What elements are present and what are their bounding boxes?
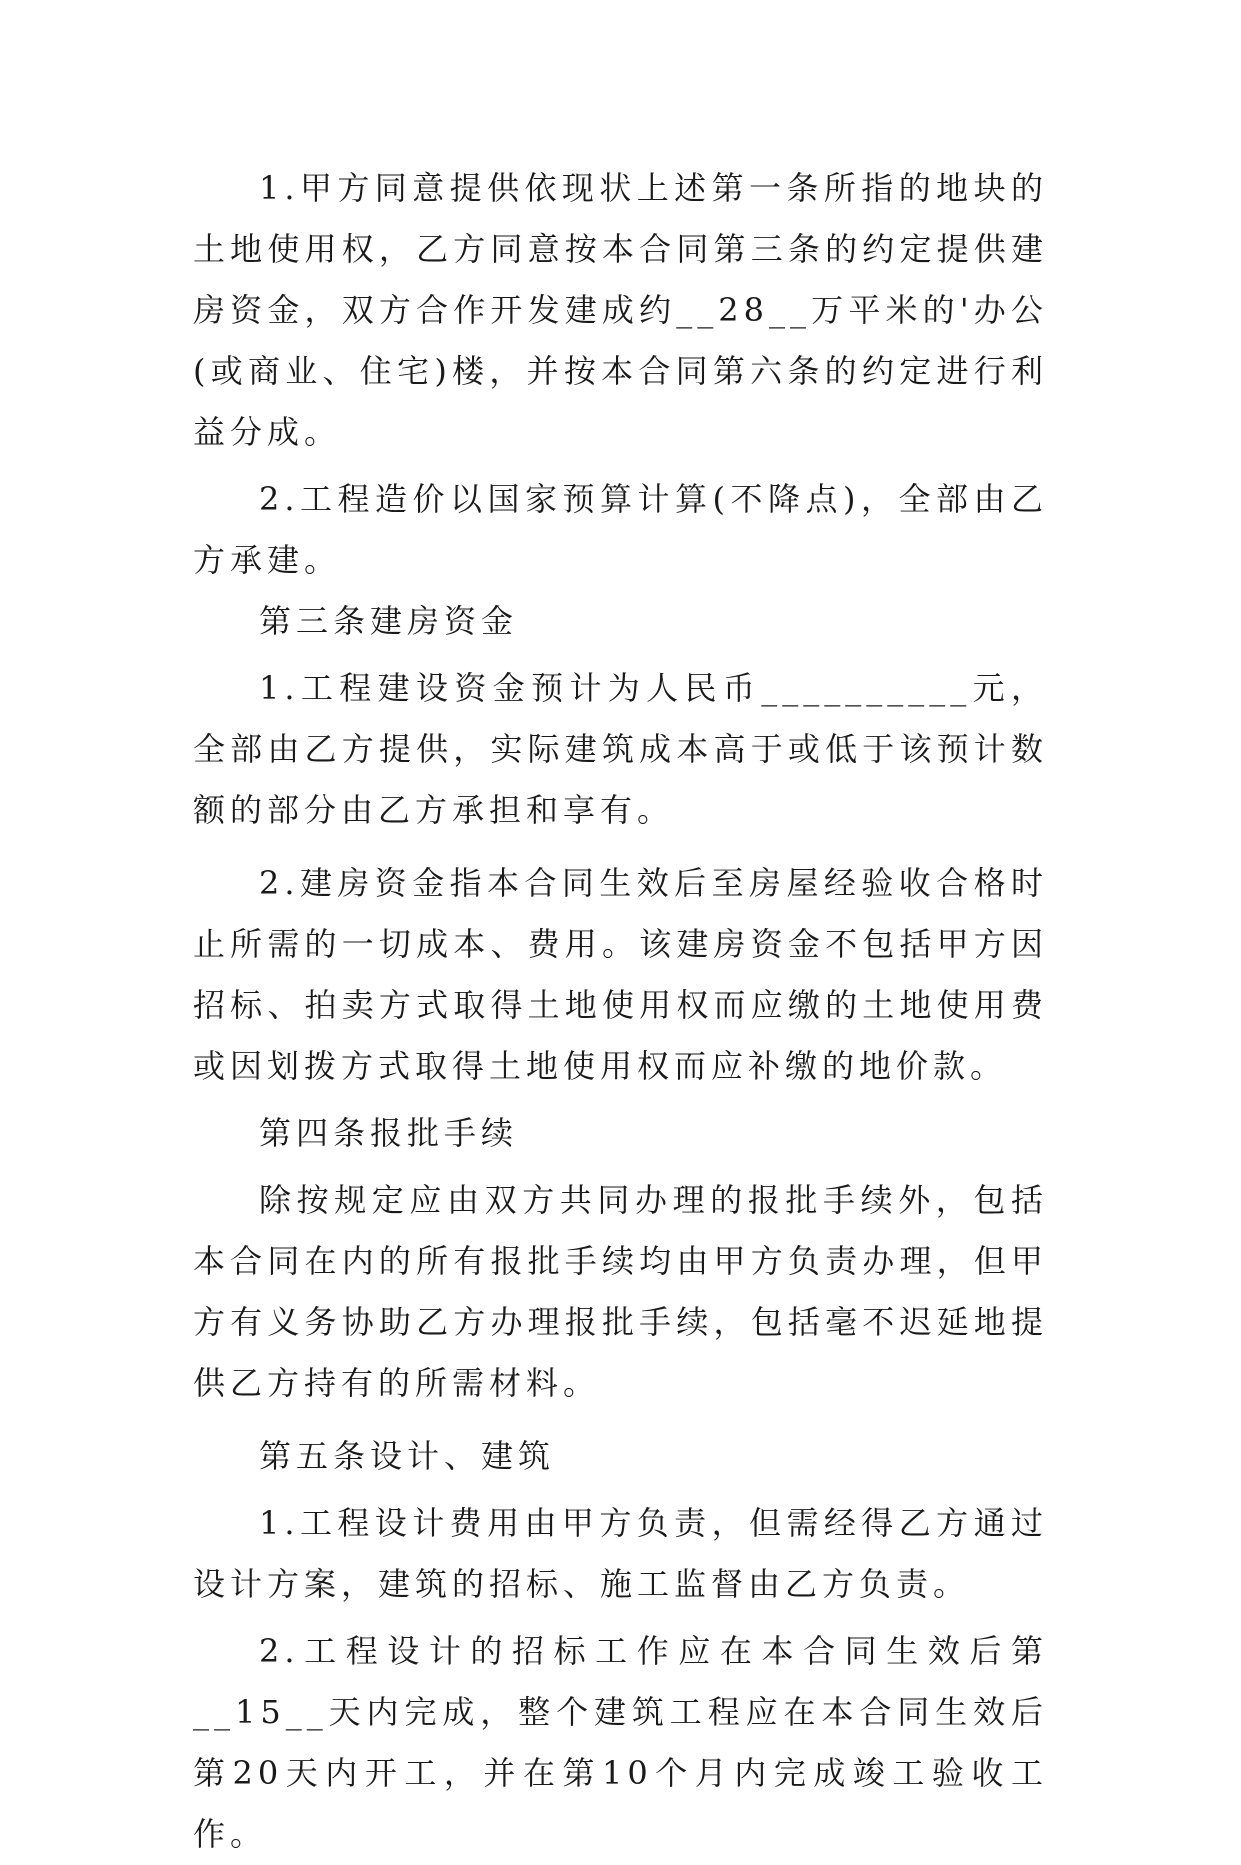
paragraph-funding-estimate: 1.工程建设资金预计为人民币__________元，全部由乙方提供，实际建筑成本高于或低于该预计数额的部分由乙方承担和享有。 [193, 669, 1048, 829]
paragraph-land-use-right: 1.甲方同意提供依现状上述第一条所指的地块的土地使用权，乙方同意按本合同第三条的约定提供建房资金，双方合作开发建成约__28__万平米的'办公(或商业、住宅)楼，并按本合同第六条的约定进行利益分成。 [193, 169, 1048, 451]
heading-article-four: 第四条报批手续 [259, 1114, 519, 1152]
paragraph-approval-procedures: 除按规定应由双方共同办理的报批手续外，包括本合同在内的所有报批手续均由甲方负责办理，但甲方有义务协助乙方办理报批手续，包括毫不迟延地提供乙方持有的所需材料。 [193, 1181, 1048, 1402]
paragraph-construction-cost: 2.工程造价以国家预算计算(不降点)，全部由乙方承建。 [193, 480, 1048, 579]
paragraph-funding-scope: 2.建房资金指本合同生效后至房屋经验收合格时止所需的一切成本、费用。该建房资金不包括甲方因招标、拍卖方式取得土地使用权而应缴的土地使用费或因划拨方式取得土地使用权而应补缴的地价款。 [193, 864, 1048, 1085]
document-body [193, 158, 1048, 1865]
paragraph-design-cost: 1.工程设计费用由甲方负责，但需经得乙方通过设计方案，建筑的招标、施工监督由乙方负责。 [193, 1504, 1048, 1603]
heading-article-three: 第三条建房资金 [259, 602, 519, 640]
paragraph-design-tender: 2.工程设计的招标工作应在本合同生效后第__15__天内完成，整个建筑工程应在本合同生效后第20天内开工，并在第10个月内完成竣工验收工作。 [193, 1632, 1048, 1853]
heading-article-five: 第五条设计、建筑 [259, 1437, 556, 1475]
